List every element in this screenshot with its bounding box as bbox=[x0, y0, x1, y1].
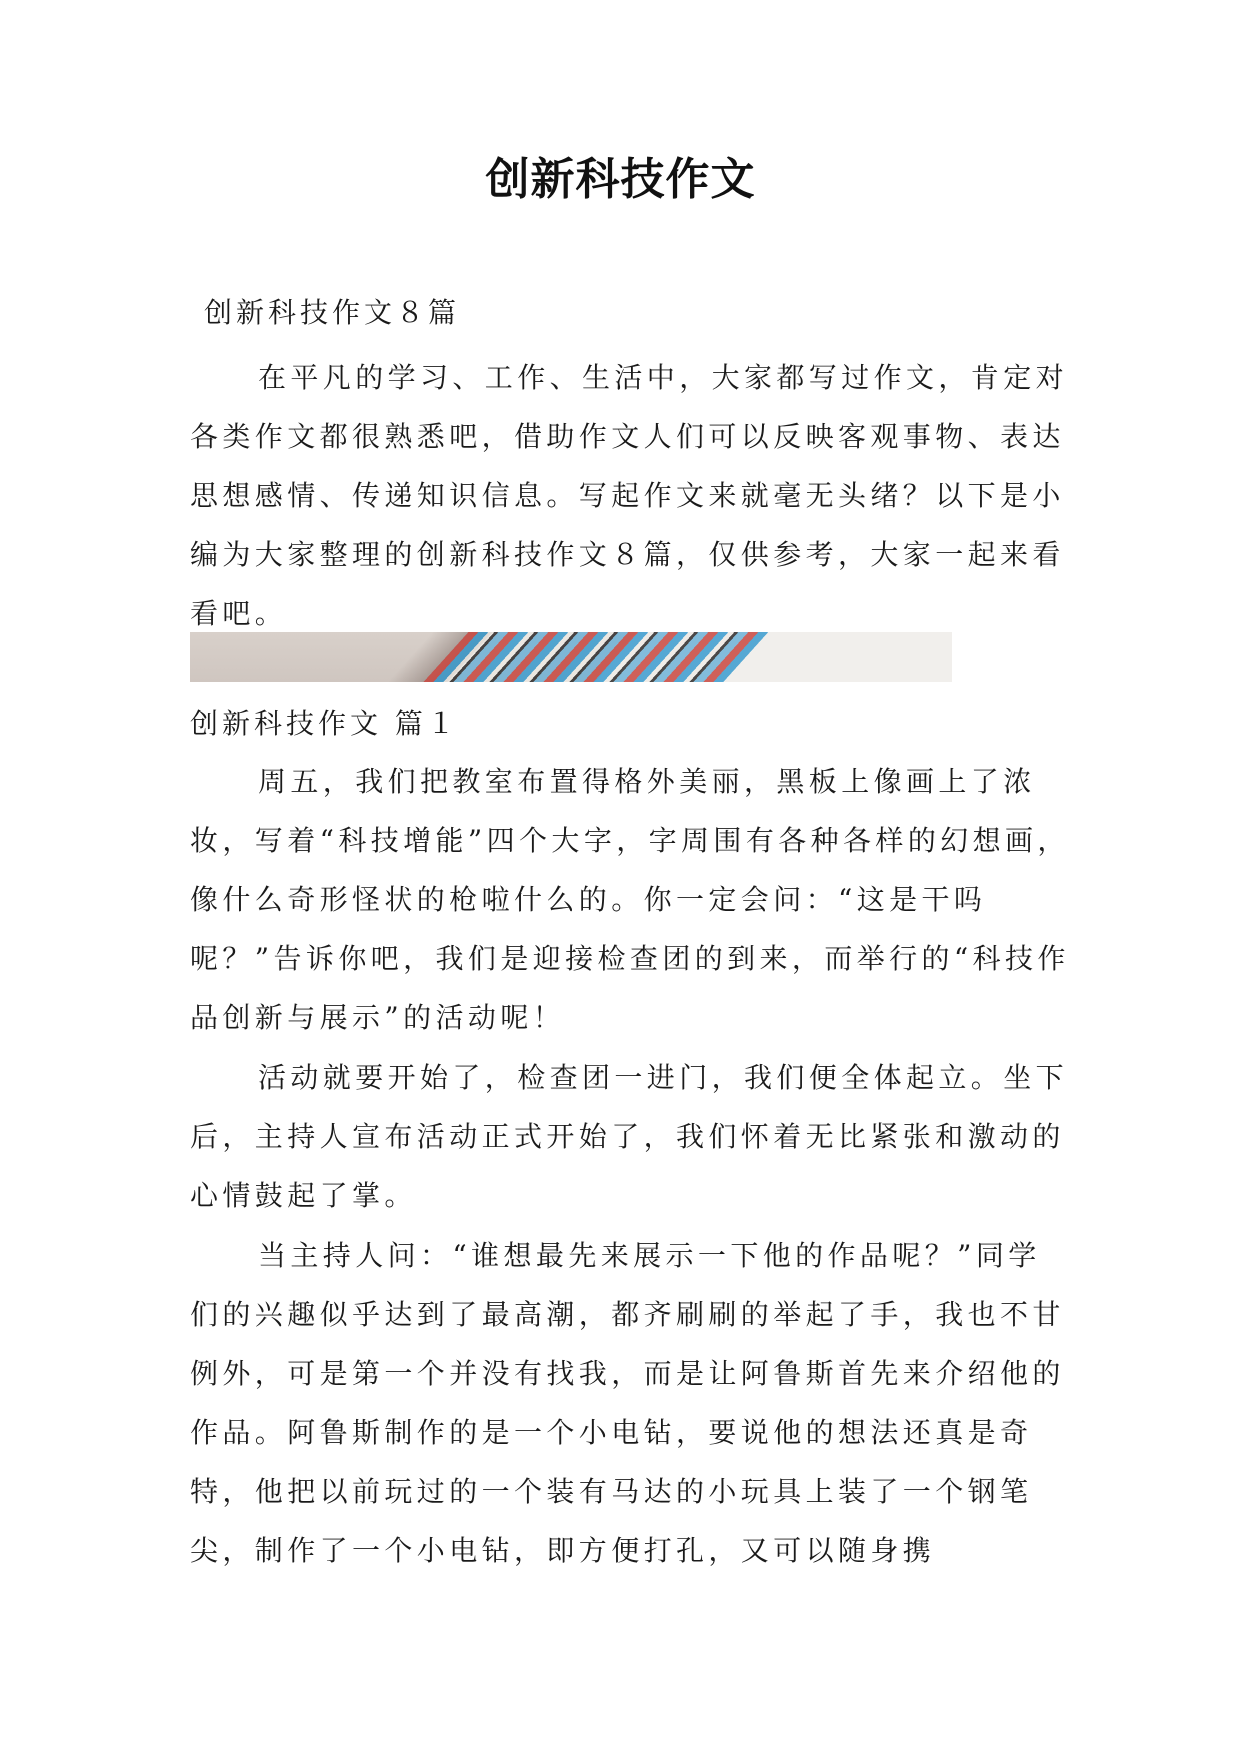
section-heading: 创新科技作文 篇１ bbox=[190, 707, 459, 740]
body-paragraph: 当主持人问：“谁想最先来展示一下他的作品呢？”同学们的兴趣似乎达到了最高潮，都齐刷刷的举起了手，我也不甘例外，可是第一个并没有找我，而是让阿鲁斯首先来介绍他的作品。阿鲁斯制作的是一个小电钻，要说他的想法还真是奇特，他把以前玩过的一个装有马达的小玩具上装了一个钢笔尖，制作了一个小电钻，即方便打孔，又可以随身携 bbox=[190, 1239, 1065, 1567]
intro-paragraph: 在平凡的学习、工作、生活中，大家都写过作文，肯定对各类作文都很熟悉吧，借助作文人们可以反映客观事物、表达思想感情、传递知识信息。写起作文来就毫无头绪？以下是小编为大家整理的创新科技作文８篇，仅供参考，大家一起来看看吧。 bbox=[190, 361, 1069, 630]
document-subtitle: 创新科技作文８篇 bbox=[204, 296, 461, 329]
page-title: 创新科技作文 bbox=[485, 154, 756, 205]
body-paragraph: 周五，我们把教室布置得格外美丽，黑板上像画上了浓妆，写着“科技增能”四个大字，字周围有各种各样的幻想画，像什么奇形怪状的枪啦什么的。你一定会问：“这是干吗呢？”告诉你吧，我们是迎接检查团的到来，而举行的“科技作品创新与展示”的活动呢！ bbox=[190, 765, 1070, 1034]
book-spine-stripes bbox=[416, 632, 774, 682]
body-paragraph: 活动就要开始了，检查团一进门，我们便全体起立。坐下后，主持人宣布活动正式开始了，我们怀着无比紧张和激动的心情鼓起了掌。 bbox=[190, 1061, 1069, 1212]
book-photo bbox=[190, 632, 952, 682]
